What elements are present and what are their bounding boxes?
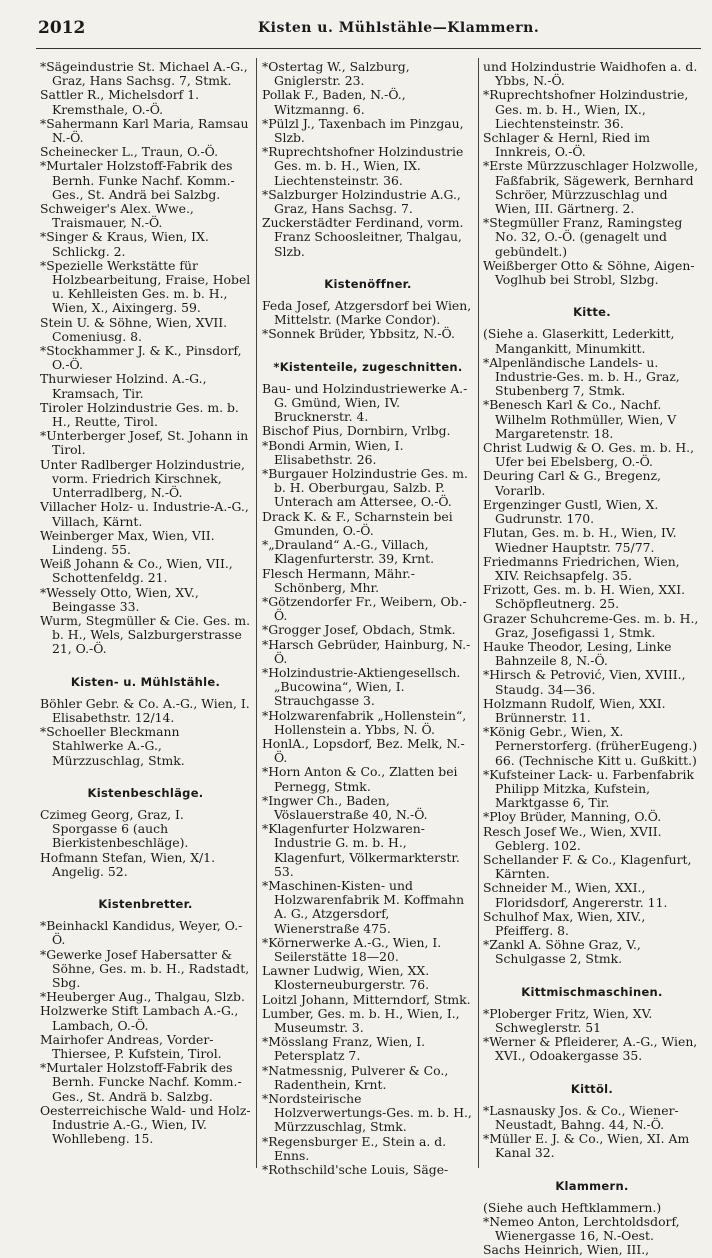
directory-entry: *Horn Anton & Co., Zlatten bei Pernegg, Stmk. <box>262 764 458 794</box>
column-1 <box>40 60 251 1146</box>
directory-entry: *Stegmüller Franz, Ramingsteg No. 32, O.-Ö. (genagelt und gebündelt.) <box>483 215 683 259</box>
directory-entry: *Mösslang Franz, Wien, I. Petersplatz 7. <box>262 1034 426 1064</box>
directory-entry: *Hirsch & Petrović, Vien, XVIII., Staudg. 34—36. <box>483 667 686 697</box>
directory-entry: Schellander F. & Co., Klagenfurt, Kärnten. <box>483 851 692 882</box>
directory-entry: Hofmann Stefan, Wien, X/1. Angelig. 52. <box>40 849 216 879</box>
directory-entry: Stein U. & Söhne, Wien, XVII. Comeniusg. 8. <box>40 314 228 344</box>
directory-entry: *Harsch Gebrüder, Hainburg, N.-Ö. <box>262 636 471 666</box>
directory-entry: *Spezielle Werkstätte für Holzbearbeitung, Fraise, Hobel u. Kehlleisten Ges. m. b. H., Wien, X., Aixingerg. 59. <box>40 257 251 316</box>
section-heading: Kistenöffner. <box>324 276 412 291</box>
directory-entry: *Bondi Armin, Wien, I. Elisabethstr. 26. <box>262 437 404 467</box>
section-heading: *Kistenteile, zugeschnitten. <box>273 359 463 374</box>
directory-entry: *Kufsteiner Lack- u. Farbenfabrik Philipp Mitzka, Kufstein, Marktgasse 6, Tir. <box>483 766 694 811</box>
directory-entry: Czimeg Georg, Graz, I. Sporgasse 6 (auch Bierkistenbeschläge). <box>40 806 189 851</box>
directory-entry: HonlA., Lopsdorf, Bez. Melk, N.-Ö. <box>262 735 465 766</box>
directory-entry: Schweiger's Alex. Wwe., Traismauer, N.-Ö. <box>40 201 194 231</box>
directory-entry: Christ Ludwig & O. Ges. m. b. H., Ufer bei Ebelsberg, O.-Ö. <box>483 440 695 470</box>
section-heading: Kitte. <box>573 305 611 320</box>
directory-entry: *Körnerwerke A.-G., Wien, I. Seilerstätte 18—20. <box>262 934 442 964</box>
directory-entry: *König Gebr., Wien, X. Pernerstorferg. (früherEugeng.) 66. (Technische Kitt u. Gußkitt.) <box>483 724 698 768</box>
directory-entry: Bau- und Holzindustriewerke A.-G. Gmünd, Wien, IV. Brucknerstr. 4. <box>262 380 468 425</box>
directory-entry: Weißberger Otto & Söhne, Aigen-Voglhub bei Strobl, Slzbg. <box>483 257 695 288</box>
directory-entry: Lawner Ludwig, Wien, XX. Klosterneuburgerstr. 76. <box>262 963 430 993</box>
directory-entry: *Salzburger Holzindustrie A.G., Graz, Hans Sachsg. 7. <box>262 186 461 217</box>
directory-entry: *Klagenfurter Holzwaren-Industrie G. m. b. H., Klagenfurt, Völkermarkterstr. 53. <box>262 821 460 879</box>
directory-entry: Oesterreichische Wald- und Holz-Industrie A.-G., Wien, IV. Wohllebeng. 15. <box>40 1102 251 1147</box>
directory-entry: Holzwerke Stift Lambach A.-G., Lambach, O.-Ö. <box>40 1003 239 1033</box>
directory-entry: Böhler Gebr. & Co. A.-G., Wien, I. Elisabethstr. 12/14. <box>40 695 250 725</box>
directory-entry: (Siehe auch Heftklammern.) <box>483 1199 662 1215</box>
directory-entry: Schneider M., Wien, XXI., Floridsdorf, Angererstr. 11. <box>483 880 668 910</box>
directory-entry: *Singer & Kraus, Wien, IX. Schlickg. 2. <box>40 229 209 259</box>
directory-entry: *Grogger Josef, Obdach, Stmk. <box>262 622 456 638</box>
directory-entry: *Wessely Otto, Wien, XV., Beingasse 33. <box>40 584 199 614</box>
directory-entry: *Sonnek Brüder, Ybbsitz, N.-Ö. <box>262 326 455 342</box>
directory-entry: Loitzl Johann, Mitterndorf, Stmk. <box>262 991 471 1007</box>
directory-entry: *Götzendorfer Fr., Weibern, Ob.-Ö. <box>262 593 467 624</box>
section-heading: Kistenbeschläge. <box>87 785 204 800</box>
directory-entry: Drack K. & F., Scharnstein bei Gmunden, O.-Ö. <box>262 508 453 538</box>
directory-entry: Resch Josef We., Wien, XVII. Geblerg. 102. <box>483 823 662 853</box>
directory-entry: Mairhofer Andreas, Vorder-Thiersee, P. Kufstein, Tirol. <box>40 1031 222 1061</box>
directory-entry: Hauke Theodor, Lesing, Linke Bahnzeile 8, N.-Ö. <box>483 638 672 669</box>
section-heading: Kistenbretter. <box>98 896 193 911</box>
directory-entry: *Benesch Karl & Co., Nachf. Wilhelm Rothmüller, Wien, V Margaretenstr. 18. <box>483 397 677 441</box>
directory-entry: Grazer Schuhcreme-Ges. m. b. H., Graz, Josefigassi 1, Stmk. <box>483 610 699 640</box>
directory-entry: Feda Josef, Atzgersdorf bei Wien, Mittelstr. (Marke Condor). <box>262 298 472 328</box>
directory-entry: Friedmanns Friedrichen, Wien, XIV. Reichsapfelg. 35. <box>483 553 680 583</box>
directory-entry: *Zankl A. Söhne Graz, V., Schulgasse 2, Stmk. <box>483 937 641 967</box>
directory-entry: Sattler R., Michelsdorf 1. Kremsthale, O.-Ö. <box>40 87 200 117</box>
directory-entry: Tiroler Holzindustrie Ges. m. b. H., Reutte, Tirol. <box>40 399 239 430</box>
directory-entry: Lumber, Ges. m. b. H., Wien, I., Museumstr. 3. <box>262 1005 460 1035</box>
column-2 <box>262 60 474 1177</box>
page-title: Kisten u. Mühlstähle—Klammern. <box>258 20 540 36</box>
section-heading: Kittöl. <box>570 1081 614 1096</box>
directory-entry: *Werner & Pfleiderer, A.-G., Wien, XVI., Odoakergasse 35. <box>483 1034 698 1064</box>
directory-entry: *Sahermann Karl Maria, Ramsau N.-Ö. <box>40 115 249 146</box>
directory-entry: Weiß Johann & Co., Wien, VII., Schottenfeldg. 21. <box>40 556 233 586</box>
directory-entry: *Erste Mürzzuschlager Holzwolle, Faßfabrik, Sägewerk, Bernhard Schröer, Mürzzuschlag und Wien, III. Gärtnerg. 2. <box>483 158 699 217</box>
directory-entry: *Burgauer Holzindustrie Ges. m. b. H. Oberburgau, Salzb. P. Unterach am Attersee, O.-Ö. <box>262 466 468 510</box>
directory-entry: Unter Radlberger Holzindustrie, vorm. Friedrich Kirschnek, Unterradlberg, N.-Ö. <box>40 456 245 501</box>
directory-entry: *Ruprechtshofner Holzindustrie Ges. m. b. H., Wien, IX. Liechtensteinstr. 36. <box>262 144 464 188</box>
directory-entry: Pollak F., Baden, N.-Ö., Witzmanng. 6. <box>262 87 406 117</box>
column-3 <box>483 60 701 1258</box>
directory-entry: *Sägeindustrie St. Michael A.-G., Graz, Hans Sachsg. 7, Stmk. <box>40 60 248 89</box>
directory-entry: und Holzindustrie Waidhofen a. d. Ybbs, N.-Ö. <box>483 60 698 89</box>
header-rule <box>36 48 701 49</box>
directory-entry: *Maschinen-Kisten- und Holzwarenfabrik M. Koffmahn A. G., Atzgersdorf, Wienerstraße 475. <box>262 877 465 936</box>
directory-entry: *Natmessnig, Pulverer & Co., Radenthein, Krnt. <box>262 1062 449 1092</box>
directory-entry: Sachs Heinrich, Wien, III., <box>483 1242 650 1258</box>
directory-entry: *Lasnausky Jos. & Co., Wiener-Neustadt, Bahng. 44, N.-Ö. <box>483 1102 679 1133</box>
directory-entry: *Rothschild'sche Louis, Säge- <box>262 1162 449 1178</box>
column-divider <box>478 58 479 1168</box>
directory-entry: Frizott, Ges. m. b. H. Wien, XXI. Schöpfleutnerg. 25. <box>483 582 686 612</box>
directory-entry: *Alpenländische Landels- u. Industrie-Ges. m. b. H., Graz, Stubenberg 7, Stmk. <box>483 354 680 399</box>
directory-entry: *Gewerke Josef Habersatter & Söhne, Ges. m. b. H., Radstadt, Sbg. <box>40 946 250 990</box>
directory-entry: *Stockhammer J. & K., Pinsdorf, O.-Ö. <box>40 343 242 373</box>
directory-entry: Wurm, Stegmüller & Cie. Ges. m. b. H., Wels, Salzburgerstrasse 21, O.-Ö. <box>40 612 251 657</box>
directory-entry: Villacher Holz- u. Industrie-A.-G., Villach, Kärnt. <box>40 499 249 529</box>
directory-entry: Deuring Carl & G., Bregenz, Vorarlb. <box>483 468 661 498</box>
directory-entry: *„Drauland“ A.-G., Villach, Klagenfurterstr. 39, Krnt. <box>262 537 435 567</box>
directory-entry: *Müller E. J. & Co., Wien, XI. Am Kanal 32. <box>483 1131 690 1161</box>
directory-entry: *Ploy Brüder, Manning, O.Ö. <box>483 809 662 825</box>
directory-entry: Bischof Pius, Dornbirn, Vrlbg. <box>262 423 451 439</box>
directory-entry: *Ruprechtshofner Holzindustrie, Ges. m. b. H., Wien, IX., Liechtensteinstr. 36. <box>483 87 689 131</box>
directory-entry: *Ploberger Fritz, Wien, XV. Schweglerstr. 51 <box>483 1005 653 1035</box>
directory-entry: *Unterberger Josef, St. Johann in Tirol. <box>40 428 249 458</box>
directory-entry: *Holzwarenfabrik „Hollenstein“, Hollenstein a. Ybbs, N. Ö. <box>262 707 467 737</box>
directory-entry: Zuckerstädter Ferdinand, vorm. Franz Schoosleitner, Thalgau, Slzb. <box>262 215 464 259</box>
section-heading: Kisten- u. Mühlstähle. <box>70 674 221 689</box>
directory-entry: *Regensburger E., Stein a. d. Enns. <box>262 1133 447 1163</box>
directory-entry: *Holzindustrie-Aktiengesellsch. „Bucowina“, Wien, I. Strauchgasse 3. <box>262 664 461 709</box>
directory-entry: Thurwieser Holzind. A.-G., Kramsach, Tir. <box>40 371 207 401</box>
directory-entry: (Siehe a. Glaserkitt, Lederkitt, Mangankitt, Minumkitt. <box>483 326 675 356</box>
directory-entry: Schlager & Hernl, Ried im Innkreis, O.-Ö. <box>483 130 650 160</box>
directory-entry: *Ostertag W., Salzburg, Gniglerstr. 23. <box>262 60 410 89</box>
directory-entry: Scheinecker L., Traun, O.-Ö. <box>40 144 219 160</box>
directory-entry: Schulhof Max, Wien, XIV., Pfeifferg. 8. <box>483 908 646 938</box>
directory-entry: *Nemeo Anton, Lerchtoldsdorf, Wienergasse 16, N.-Oest. <box>483 1214 680 1244</box>
page-number: 2012 <box>38 18 86 38</box>
directory-entry: Ergenzinger Gustl, Wien, X. Gudrunstr. 170. <box>483 496 659 527</box>
directory-entry: *Ingwer Ch., Baden, Vöslauerstraße 40, N.-Ö. <box>262 792 428 822</box>
directory-entry: *Murtaler Holzstoff-Fabrik des Bernh. Funke Nachf. Komm.-Ges., St. Andrä bei Salzbg. <box>40 158 235 202</box>
directory-entry: *Pülzl J., Taxenbach im Pinzgau, Slzb. <box>262 115 464 146</box>
directory-entry: Weinberger Max, Wien, VII. Lindeng. 55. <box>40 527 215 557</box>
column-divider <box>256 58 257 1168</box>
directory-entry: *Nordsteirische Holzverwertungs-Ges. m. b. H., Mürzzuschlag, Stmk. <box>262 1091 472 1135</box>
directory-entry: *Schoeller Bleckmann Stahlwerke A.-G., Mürzzuschlag, Stmk. <box>40 724 185 768</box>
directory-entry: Flesch Hermann, Mähr.-Schönberg, Mhr. <box>262 565 415 595</box>
directory-entry: *Murtaler Holzstoff-Fabrik des Bernh. Funcke Nachf. Komm.-Ges., St. Andrä b. Salzbg. <box>40 1060 242 1104</box>
directory-entry: Holzmann Rudolf, Wien, XXI. Brünnerstr. 11. <box>483 695 666 725</box>
directory-entry: Flutan, Ges. m. b. H., Wien, IV. Wiedner Hauptstr. 75/77. <box>483 525 677 555</box>
section-heading: Kittmischmaschinen. <box>521 984 663 999</box>
directory-entry: *Beinhackl Kandidus, Weyer, O.-Ö. <box>40 918 243 948</box>
directory-entry: *Heuberger Aug., Thalgau, Slzb. <box>40 989 245 1005</box>
section-heading: Klammern. <box>555 1178 629 1193</box>
